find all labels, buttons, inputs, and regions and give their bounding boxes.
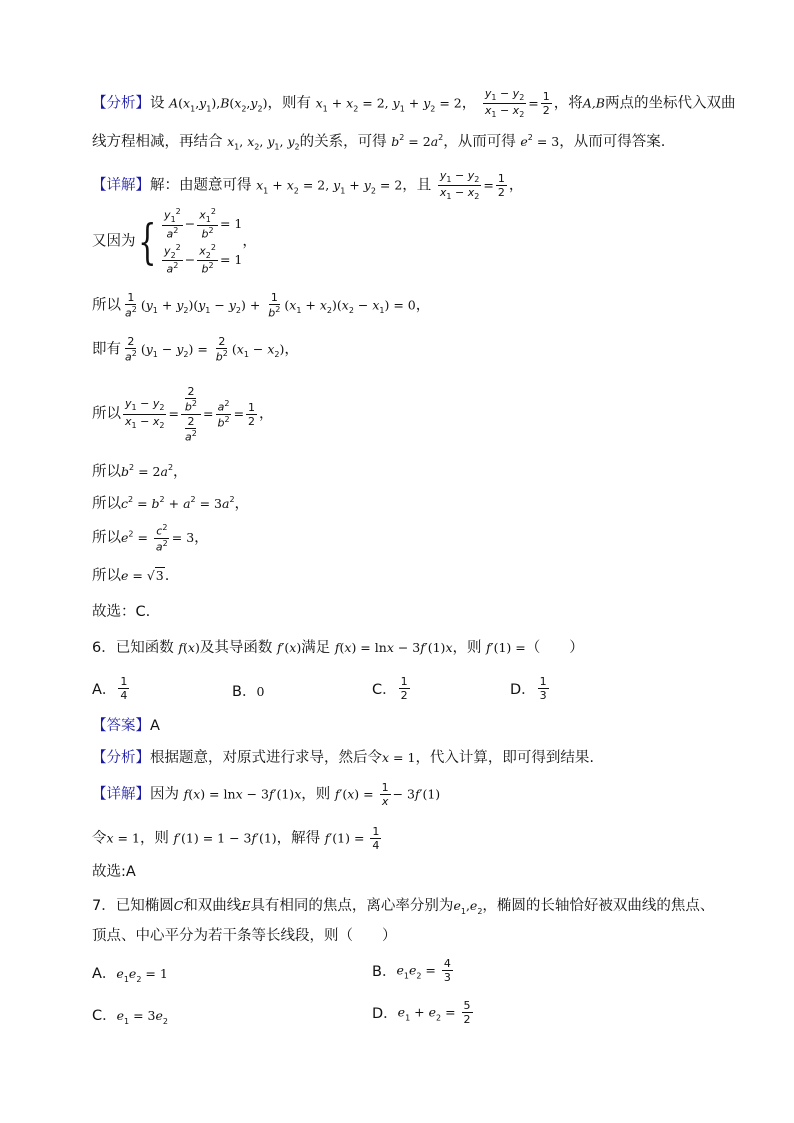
q6-analysis: 【分析】根据题意，对原式进行求导，然后令x = 1，代入计算，即可得到结果. [92, 750, 595, 766]
detail5-step7: 所以e = √3. [92, 568, 170, 584]
detail5-step4: 所以$b^2 = 2a^2$， [92, 463, 188, 480]
analysis5-line2: 线方程相减，再结合 $x_1$, $x_2$, $y_1$, $y_2$的关系，可得 $b^2 = 2a^2$，从而可得 $e^2 = 3$，从而可得答案. [92, 133, 666, 152]
q7-option-a[interactable]: A．$e_1e_2 = 1$ [92, 966, 168, 984]
detail5-step1: 所以 $\frac{1}{a^2}$ $(y_1 + y_2)(y_1 - y_2)$ + $\frac{1}{b^2}$ $(x_1 + x_2)(x_2 - x_1) = 0$， [92, 291, 431, 320]
q6-option-d[interactable]: D． $\frac{1}{3}$ [510, 675, 547, 702]
detail5-step5: 所以$c^2 = b^2 + a^2 = 3a^2$， [92, 495, 250, 512]
q7-stem-line1: 7．已知椭圆C和双曲线E具有相同的焦点，离心率分别为$e_1,e_2$，椭圆的长轴恰好被双曲线的焦点、 [92, 898, 715, 916]
q7-stem-line2: 顶点、中心平分为若干条等长线段，则（ ） [92, 928, 397, 944]
detail5-system: 又因为 { $\frac{y_1^2}{a^2}$ − $\frac{x_1^2}{b^2}$ = 1 $\frac{y_2^2}{a^2}$ − $\frac{x_2^2}{b^2}$ = 1 ， [92, 207, 257, 276]
q6-detail: 【详解】因为 f(x) = lnx − 3f′(1)x，则 f′(x) = $\frac{1}{x}$ − 3f′(1) [92, 781, 441, 808]
detail5-line1: 【详解】解：由题意可得 $x_1 + x_2 = 2$, $y_1 + y_2 = 2$，且 $\frac{y_1 - y_2}{x_1 - x_2}$ = $\frac{1}{2}$ ， [92, 169, 524, 202]
detail5-step3: 所以 $\frac{y_1 - y_2}{x_1 - x_2}$ = $\frac{\frac{2}{b^2}}{\frac{2}{a^2}}$ = $\frac{a^2}{b^2}$ = $\frac{1}{2}$ ， [92, 385, 274, 444]
detail5-step6: 所以$e^2$ = $\frac{c^2}{a^2}$ = 3， [92, 523, 209, 554]
q6-answer: 【答案】A [92, 718, 160, 734]
detail5-step2: 即有 $\frac{2}{a^2}$ $(y_1 - y_2)$ = $\frac{2}{b^2}$ $(x_1 - x_2)$， [92, 335, 299, 364]
q7-option-d[interactable]: D．$e_1 + e_2$ = $\frac{5}{2}$ [372, 999, 471, 1026]
analysis-tag: 【分析】 [92, 95, 150, 112]
detail5-choice: 故选：C. [92, 604, 151, 620]
q6-choice: 故选:A [92, 864, 136, 880]
detail-tag: 【详解】 [92, 177, 150, 194]
q6-option-a[interactable]: A． $\frac{1}{4}$ [92, 675, 128, 702]
q6-option-c[interactable]: C． $\frac{1}{2}$ [372, 675, 408, 702]
q6-option-b[interactable]: B．0 [232, 684, 265, 700]
q7-option-c[interactable]: C．$e_1 = 3e_2$ [92, 1008, 168, 1026]
q6-let: 令x = 1，则 f′(1) = 1 − 3f′(1)，解得 f′(1) = $\frac{1}{4}$ [92, 825, 380, 852]
analysis5-line1: 【分析】设 $A(x_1,y_1),B(x_2,y_2)$，则有 $x_1 + x_2 = 2$, $y_1 + y_2 = 2$， $\frac{y_1 - y_2}{x_1 - x_2}$ = $\frac{1}{2}$ ，将A,B两点的坐标代入双曲 [92, 87, 736, 120]
q6-stem: 6．已知函数 f(x)及其导函数 f′(x)满足 f(x) = lnx − 3f′(1)x，则 f′(1) =（ ） [92, 640, 584, 656]
q7-option-b[interactable]: B．$e_1e_2$ = $\frac{4}{3}$ [372, 957, 451, 984]
